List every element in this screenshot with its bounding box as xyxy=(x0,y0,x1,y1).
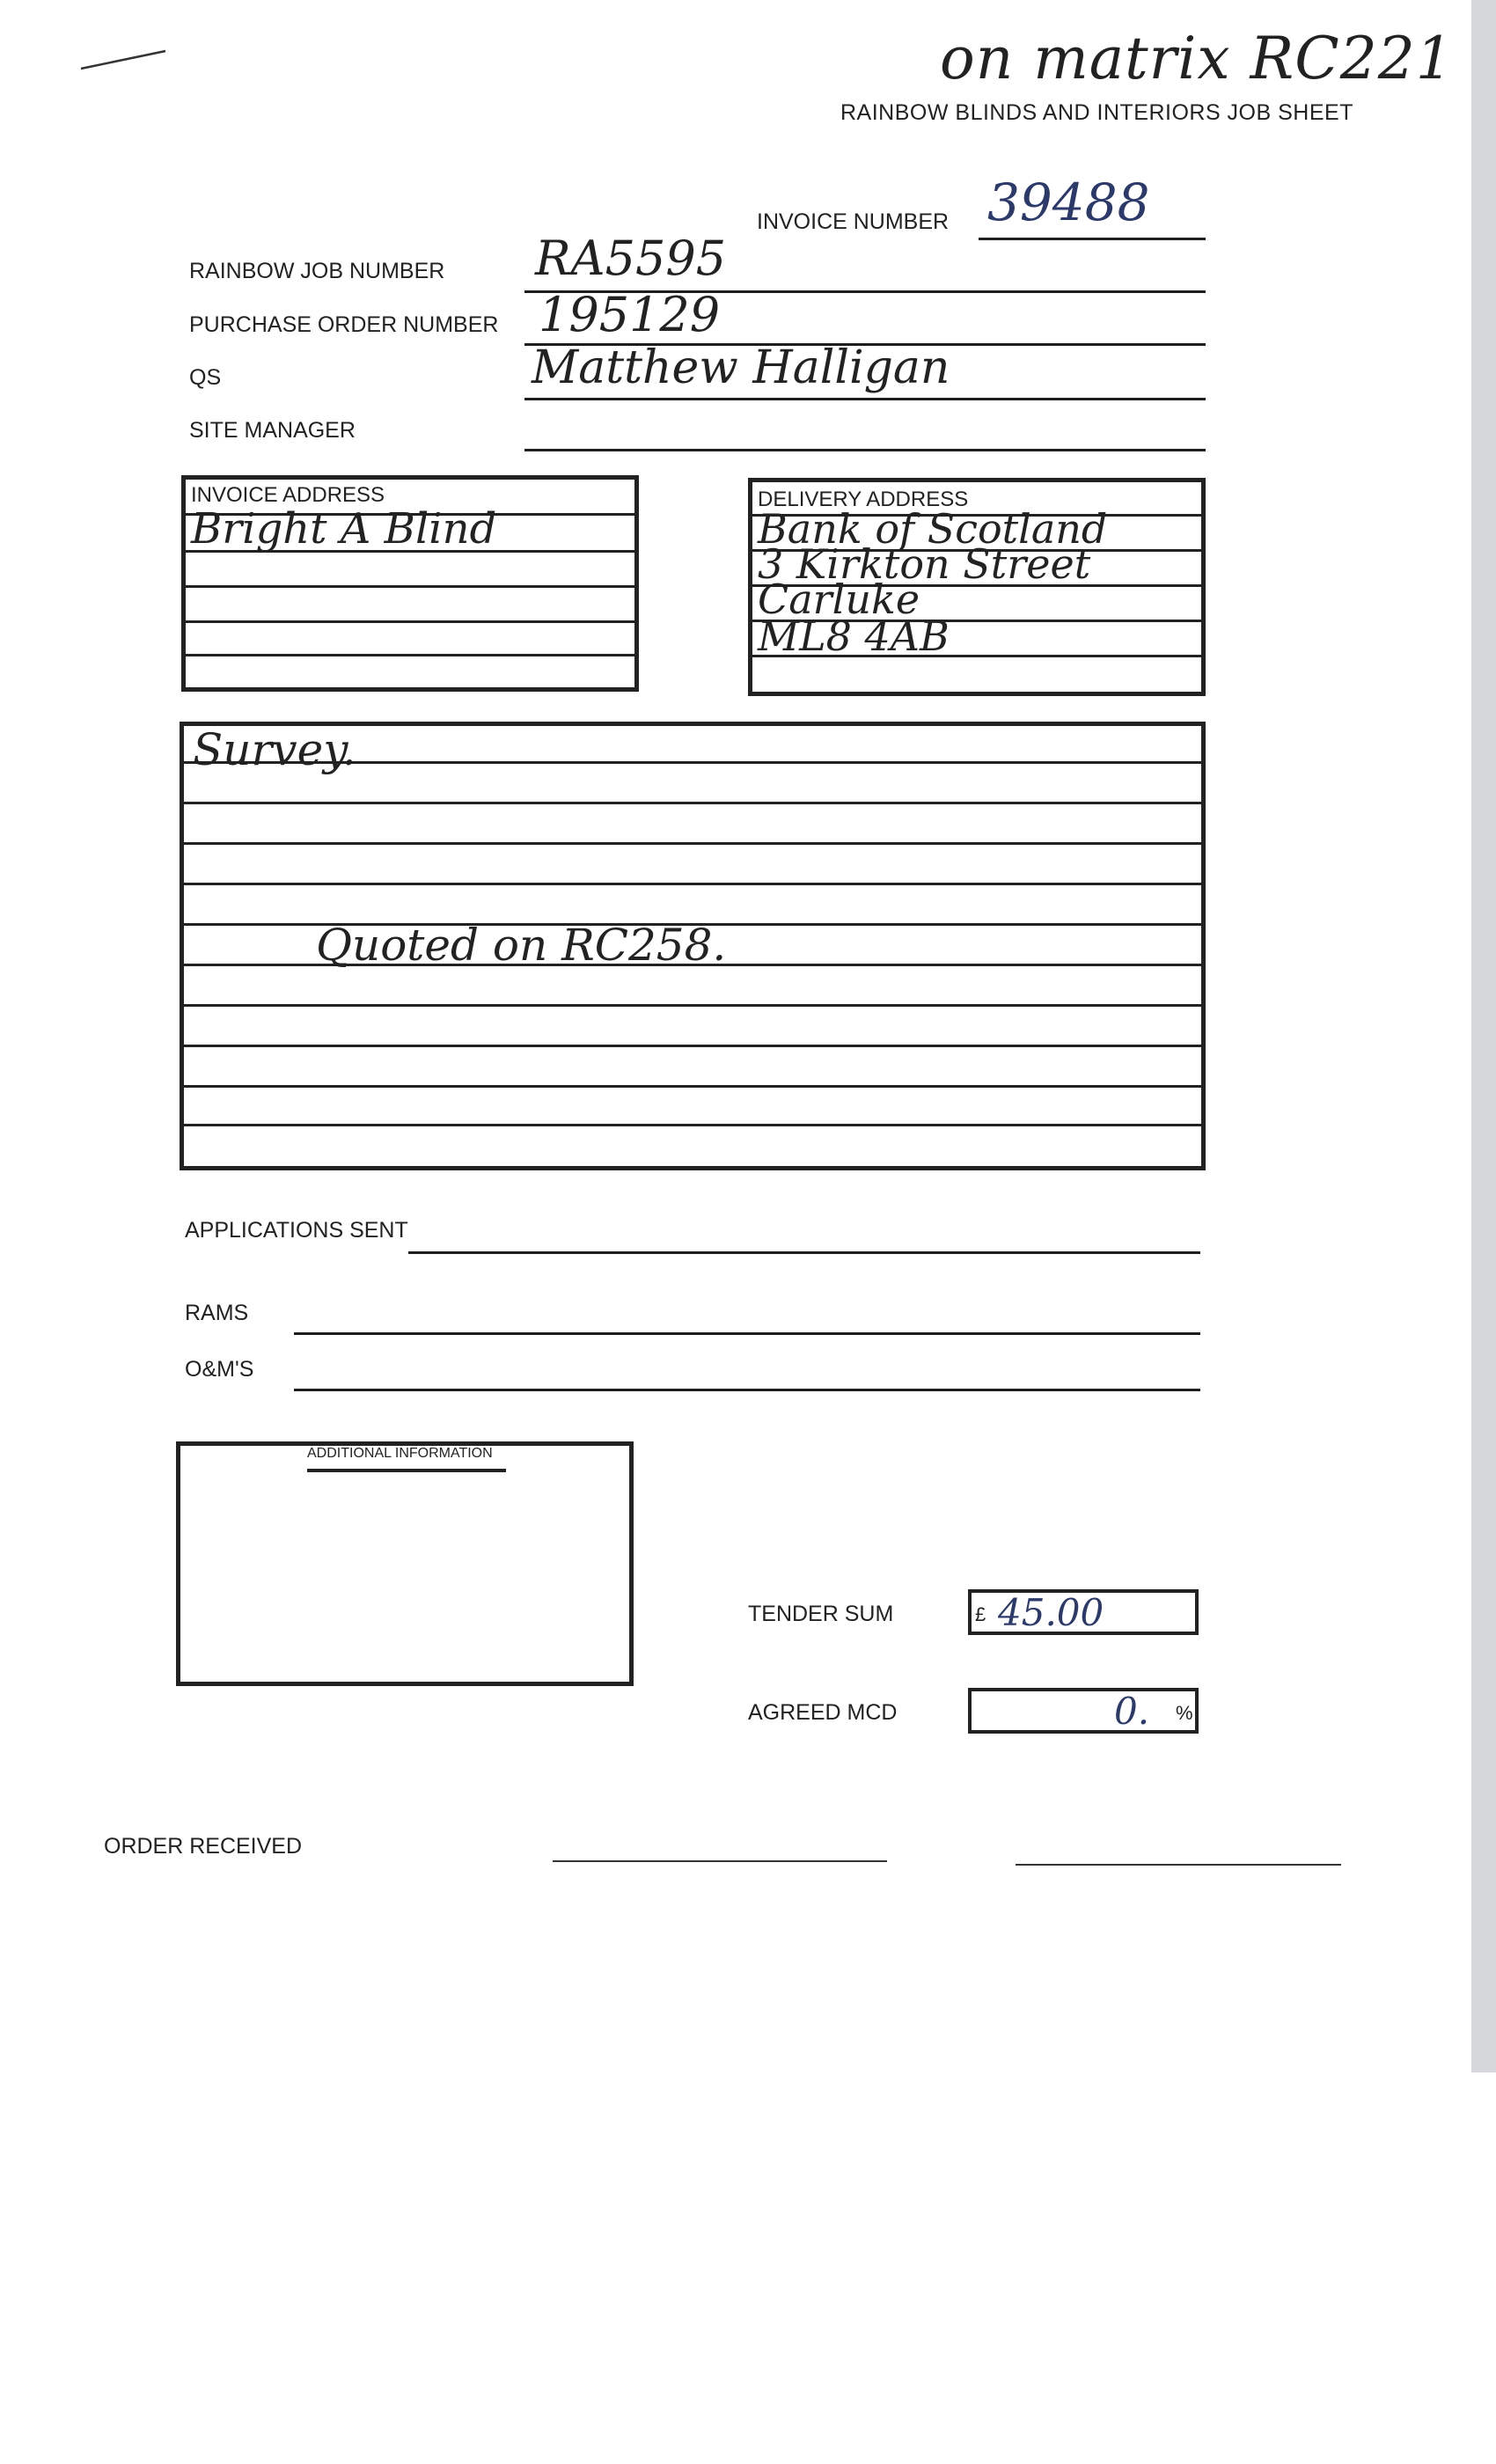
om-label: O&M'S xyxy=(185,1357,254,1382)
applications-sent-line xyxy=(408,1251,1200,1254)
site-manager-label: SITE MANAGER xyxy=(189,418,356,443)
delivery-address-line-3: Carluke xyxy=(758,576,920,623)
invoice-address-box xyxy=(181,475,639,692)
om-line xyxy=(294,1389,1200,1391)
notes-line-6: Quoted on RC258. xyxy=(316,920,727,971)
applications-sent-label: APPLICATIONS SENT xyxy=(185,1218,408,1243)
purchase-order-value: 195129 xyxy=(539,287,721,342)
site-manager-line xyxy=(524,449,1206,451)
additional-information-label: ADDITIONAL INFORMATION xyxy=(307,1446,493,1461)
tender-sum-label: TENDER SUM xyxy=(748,1602,894,1626)
order-received-label: ORDER RECEIVED xyxy=(104,1834,303,1859)
purchase-order-label: PURCHASE ORDER NUMBER xyxy=(189,312,499,337)
job-sheet-title: RAINBOW BLINDS AND INTERIORS JOB SHEET xyxy=(840,100,1353,125)
qs-line xyxy=(524,398,1206,400)
agreed-mcd-value: 0. xyxy=(1114,1690,1150,1733)
job-number-label: RAINBOW JOB NUMBER xyxy=(189,259,445,283)
notes-line-1: Survey. xyxy=(193,724,356,775)
tender-sum-box xyxy=(968,1589,1199,1635)
agreed-mcd-box xyxy=(968,1688,1199,1734)
job-number-value: RA5595 xyxy=(535,231,727,286)
delivery-address-box xyxy=(748,478,1206,696)
invoice-number-label: INVOICE NUMBER xyxy=(757,209,950,234)
delivery-address-label: DELIVERY ADDRESS xyxy=(758,488,969,511)
pen-mark xyxy=(77,42,174,77)
rams-line xyxy=(294,1332,1200,1335)
percent-symbol: % xyxy=(1176,1702,1193,1724)
job-description-box xyxy=(180,722,1206,1170)
scan-edge xyxy=(1471,0,1496,2072)
invoice-number-value: 39488 xyxy=(987,172,1150,232)
qs-value: Matthew Halligan xyxy=(532,341,950,394)
rams-label: RAMS xyxy=(185,1301,249,1325)
agreed-mcd-label: AGREED MCD xyxy=(748,1700,898,1725)
order-received-signature-line xyxy=(1016,1864,1341,1866)
additional-information-box xyxy=(176,1441,634,1686)
tender-sum-value: 45.00 xyxy=(998,1591,1104,1634)
delivery-address-line-2: 3 Kirkton Street xyxy=(758,540,1091,588)
invoice-address-line-1: Bright A Blind xyxy=(191,504,497,554)
delivery-address-line-1: Bank of Scotland xyxy=(758,505,1108,553)
currency-symbol: £ xyxy=(975,1603,986,1625)
invoice-address-label: INVOICE ADDRESS xyxy=(191,483,385,507)
additional-information-underline xyxy=(307,1469,506,1472)
handwritten-matrix-note: on matrix RC221 xyxy=(940,25,1454,92)
qs-label: QS xyxy=(189,365,222,390)
delivery-address-line-4: ML8 4AB xyxy=(758,612,950,660)
order-received-date-line xyxy=(553,1860,887,1862)
invoice-number-line xyxy=(979,238,1206,240)
